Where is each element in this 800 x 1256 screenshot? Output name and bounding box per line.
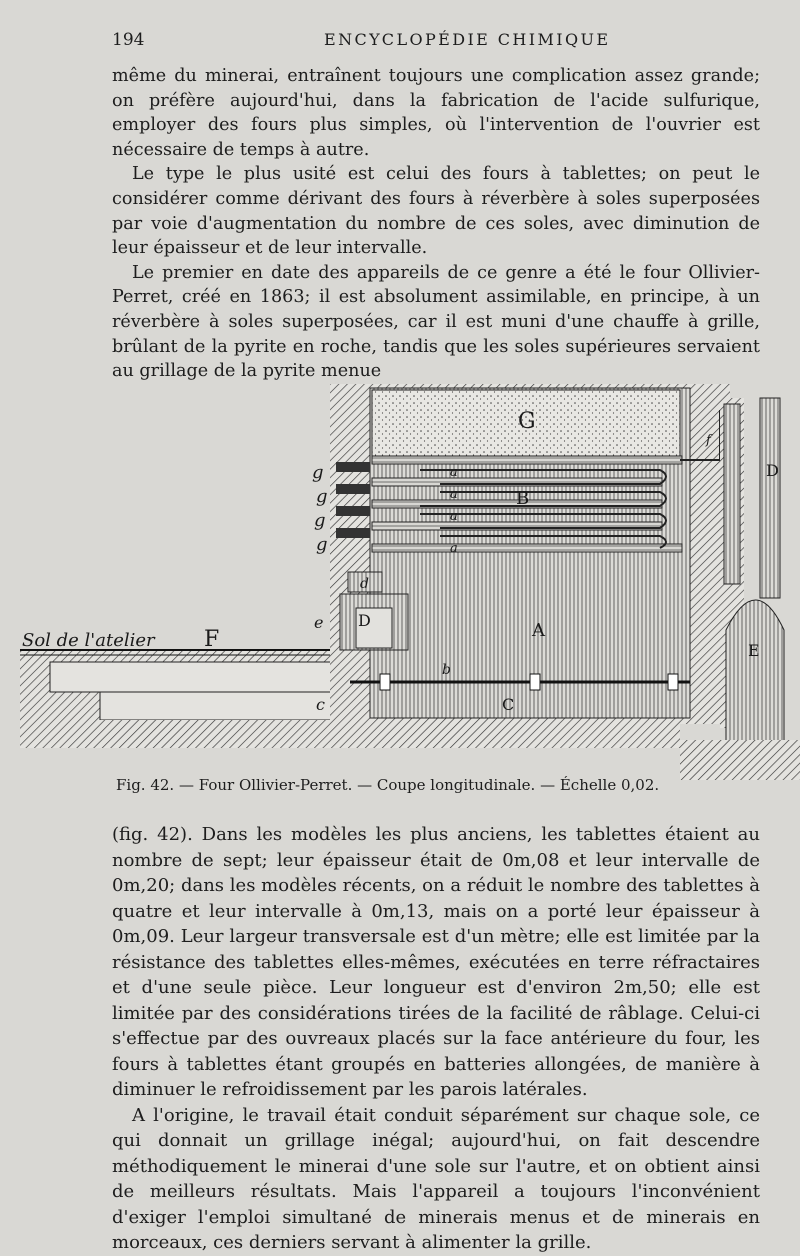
page-header: [112, 30, 762, 54]
furnace-diagram: [20, 380, 800, 800]
label-B: B: [516, 488, 530, 509]
label-sol: Sol de l'atelier: [22, 630, 155, 651]
label-g: g: [312, 462, 324, 483]
figure-furnace-section: [20, 380, 800, 800]
paragraph: A l'origine, le travail était conduit séparément sur chaque sole, ce qui donnait un grillage inégal; aujourd'hui, on fait descendre méthodiquement le minerai d'une sole sur l'autre, et on obtient ainsi de meilleurs résultats. Mais l'appareil a toujours l'inconvénient d'exiger l'emploi simultané de minerais menus et de minerais en morceaux, ces derniers servant à alimenter la grille.: [112, 1104, 760, 1253]
paragraph: Le premier en date des appareils de ce genre a été le four Ollivier-Perret, créé en 1863; il est absolument assimilable, en principe, à un réverbère à soles superposées, car il est muni d'une chauffe à grille, brûlant de la pyrite en roche, tandis que les soles supérieures servaient au grillage de la pyrite menue: [112, 262, 760, 382]
label-b: b: [442, 662, 451, 678]
paragraph: (fig. 42). Dans les modèles les plus anciens, les tablettes étaient au nombre de sept; leur épaisseur était de 0m,08 et leur intervalle de 0m,20; dans les modèles récents, on a réduit le nombre des tablettes à quatre et leur intervalle à 0m,13, mais on a porté leur épaisseur à 0m,09. Leur largeur transversale est d'un mètre; elle est limitée par la résistance des tablettes elles-mêmes, exécutées en terre réfractaires et d'une seule pièce. Leur longueur est d'environ 2m,50; elle est limitée par des considérations tirées de la facilité de râblage. Celui-ci s'effectue par des ouvreaux placés sur la face antérieure du four, les fours à tablettes étant groupés en batteries allongées, de manière à diminuer le refroidissement par les parois latérales.: [112, 824, 760, 1100]
label-a: a: [450, 541, 458, 556]
label-a: a: [450, 465, 458, 480]
label-a: a: [450, 487, 458, 502]
label-f: f: [706, 433, 711, 448]
label-E: E: [748, 641, 760, 660]
figure-caption: Fig. 42. — Four Ollivier-Perret. — Coupe longitudinale. — Échelle 0,02.: [116, 776, 660, 794]
paragraph: Le type le plus usité est celui des fours à tablettes; on peut le considérer comme dérivant des fours à réverbère à soles superposées par voie d'augmentation du nombre de ces soles, avec diminution de leur épaisseur et de leur intervalle.: [112, 164, 760, 259]
page-number: 194: [112, 30, 145, 50]
text-block-bottom: [112, 822, 760, 1256]
text-block-top: [112, 64, 760, 384]
label-C: C: [502, 695, 515, 714]
label-A: A: [532, 620, 545, 641]
label-e: e: [314, 613, 324, 632]
label-D-right: D: [766, 461, 779, 480]
label-g: g: [316, 486, 328, 507]
label-g: g: [316, 534, 328, 555]
label-g: g: [314, 510, 326, 531]
label-D-left: D: [358, 611, 371, 630]
label-c: c: [316, 695, 325, 714]
paragraph: même du minerai, entraînent toujours une complication assez grande; on préfère aujourd'hui, dans la fabrication de l'acide sulfurique, employer des fours plus simples, où l'intervention de l'ouvrier est nécessaire de temps à autre.: [112, 66, 760, 160]
label-d: d: [360, 576, 369, 592]
label-F: F: [204, 627, 220, 652]
running-head: ENCYCLOPÉDIE CHIMIQUE: [324, 30, 611, 49]
label-G: G: [518, 409, 536, 434]
label-a: a: [450, 509, 458, 524]
